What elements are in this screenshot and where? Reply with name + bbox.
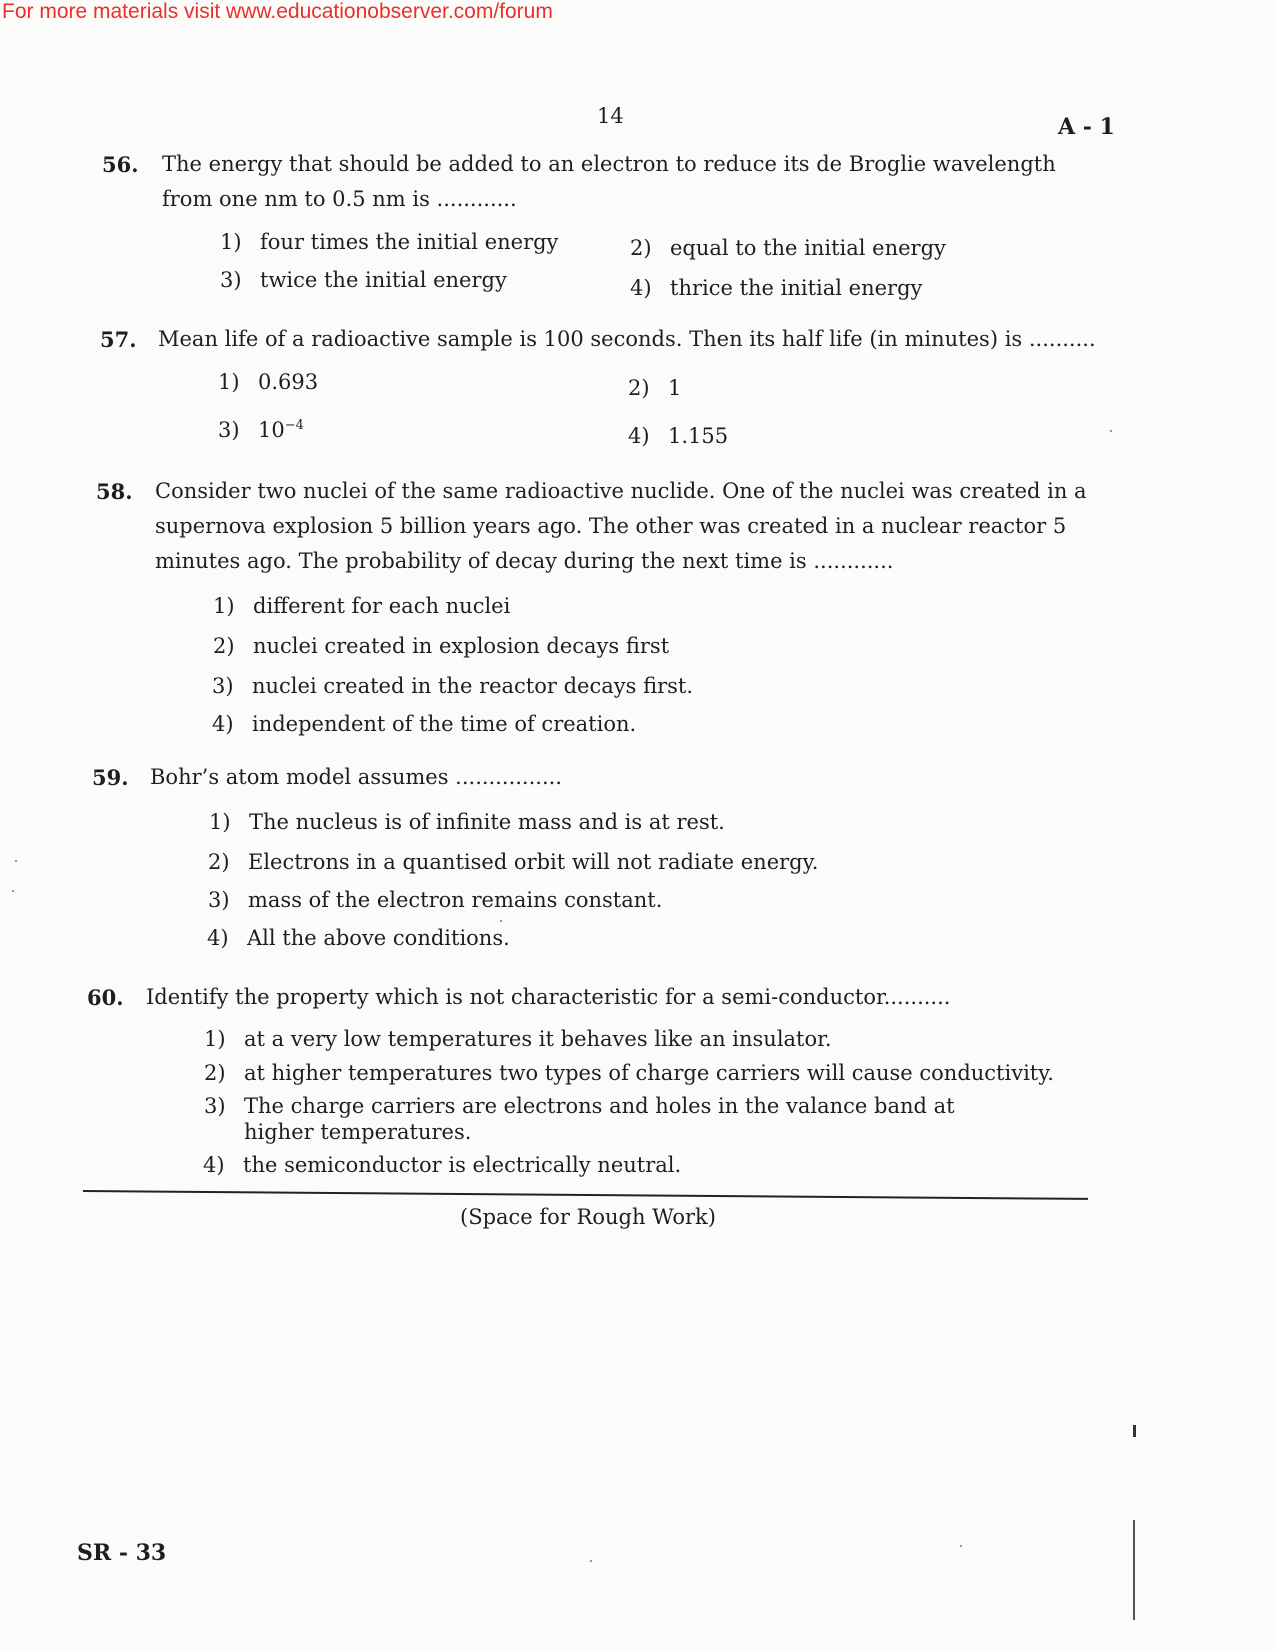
option-number: 2) xyxy=(204,1061,226,1085)
option-text: nuclei created in explosion decays first xyxy=(253,634,670,658)
option-4 xyxy=(630,276,922,300)
option-number: 3) xyxy=(204,1094,226,1118)
question-number: 57. xyxy=(100,327,137,352)
option-text: thrice the initial energy xyxy=(670,276,923,300)
question-text: Consider two nuclei of the same radioactive nuclide. One of the nuclei was created in a supernova explosion 5 billion years ago. The other was created in a nuclear reactor 5 minutes ago. The probability of decay during the next time is ............ xyxy=(155,479,1087,573)
option-3 xyxy=(218,418,304,442)
question-number: 59. xyxy=(92,765,129,790)
option-number: 1) xyxy=(209,810,231,834)
scan-edge-mark xyxy=(1133,1520,1135,1620)
option-number: 1) xyxy=(220,230,242,254)
rough-work-label: (Space for Rough Work) xyxy=(460,1205,716,1229)
option-text: The nucleus is of infinite mass and is at rest. xyxy=(249,810,725,834)
question-number: 60. xyxy=(87,985,124,1010)
option-number: 3) xyxy=(218,418,240,442)
option-3 xyxy=(220,268,507,292)
option-number: 2) xyxy=(208,850,230,874)
question-text: The energy that should be added to an electron to reduce its de Broglie wavelength from one nm to 0.5 nm is ............ xyxy=(162,152,1056,211)
option-2 xyxy=(628,376,681,400)
option-text: mass of the electron remains constant. xyxy=(248,888,663,912)
page-number: 14 xyxy=(597,104,624,128)
option-text: independent of the time of creation. xyxy=(252,712,637,736)
scan-edge-mark xyxy=(1133,1425,1136,1437)
option-number: 1) xyxy=(218,370,240,394)
option-number: 4) xyxy=(207,926,229,950)
option-text: the semiconductor is electrically neutral. xyxy=(243,1153,682,1177)
option-text: at a very low temperatures it behaves like an insulator. xyxy=(244,1027,832,1051)
scan-speck xyxy=(500,920,502,922)
option-4 xyxy=(207,926,510,950)
option-3 xyxy=(204,1093,1004,1145)
scan-speck xyxy=(960,1545,962,1547)
option-number: 1) xyxy=(204,1027,226,1051)
option-4 xyxy=(203,1153,681,1177)
option-1 xyxy=(213,594,510,618)
option-text: 10 xyxy=(258,418,285,442)
option-number: 4) xyxy=(630,276,652,300)
option-2 xyxy=(208,850,818,874)
option-text: four times the initial energy xyxy=(260,230,559,254)
option-1 xyxy=(204,1027,832,1051)
option-2 xyxy=(204,1061,1054,1085)
paper-code: A - 1 xyxy=(1058,114,1115,140)
question-text: Mean life of a radioactive sample is 100 seconds. Then its half life (in minutes) is .......... xyxy=(158,327,1096,351)
option-4 xyxy=(212,712,636,736)
question-number: 56. xyxy=(102,152,139,177)
divider-rule xyxy=(83,1190,1088,1200)
option-1 xyxy=(218,370,318,394)
option-text: The charge carriers are electrons and holes in the valance band at higher temperatures. xyxy=(244,1094,955,1144)
option-text: All the above conditions. xyxy=(247,926,510,950)
option-exponent: −4 xyxy=(284,418,304,433)
option-text: Electrons in a quantised orbit will not radiate energy. xyxy=(248,850,819,874)
option-text: at higher temperatures two types of charge carriers will cause conductivity. xyxy=(244,1061,1054,1085)
option-number: 2) xyxy=(630,236,652,260)
option-text: 0.693 xyxy=(258,370,319,394)
option-number: 4) xyxy=(212,712,234,736)
option-number: 2) xyxy=(628,376,650,400)
option-text: nuclei created in the reactor decays first. xyxy=(252,674,694,698)
option-text: 1 xyxy=(668,376,682,400)
scan-speck xyxy=(12,890,14,892)
option-number: 2) xyxy=(213,634,235,658)
scan-speck xyxy=(1110,430,1112,432)
footer-code: SR - 33 xyxy=(77,1540,167,1566)
option-text: 1.155 xyxy=(668,424,729,448)
option-number: 4) xyxy=(628,424,650,448)
scan-speck xyxy=(15,860,17,862)
option-number: 3) xyxy=(220,268,242,292)
option-number: 3) xyxy=(212,674,234,698)
option-1 xyxy=(209,810,725,834)
option-3 xyxy=(212,674,693,698)
option-number: 4) xyxy=(203,1153,225,1177)
option-2 xyxy=(213,634,669,658)
option-4 xyxy=(628,424,728,448)
option-text: equal to the initial energy xyxy=(670,236,946,260)
option-number: 1) xyxy=(213,594,235,618)
option-text: twice the initial energy xyxy=(260,268,507,292)
scan-speck xyxy=(590,1560,592,1562)
option-number: 3) xyxy=(208,888,230,912)
question-text: Bohr’s atom model assumes ................ xyxy=(150,765,562,789)
question-number: 58. xyxy=(96,479,133,504)
option-3 xyxy=(208,888,662,912)
option-2 xyxy=(630,236,946,260)
question-text: Identify the property which is not characteristic for a semi-conductor.......... xyxy=(146,985,951,1009)
watermark-link[interactable]: For more materials visit www.educationobserver.com/forum xyxy=(2,0,553,23)
option-text: different for each nuclei xyxy=(253,594,511,618)
option-1 xyxy=(220,230,558,254)
